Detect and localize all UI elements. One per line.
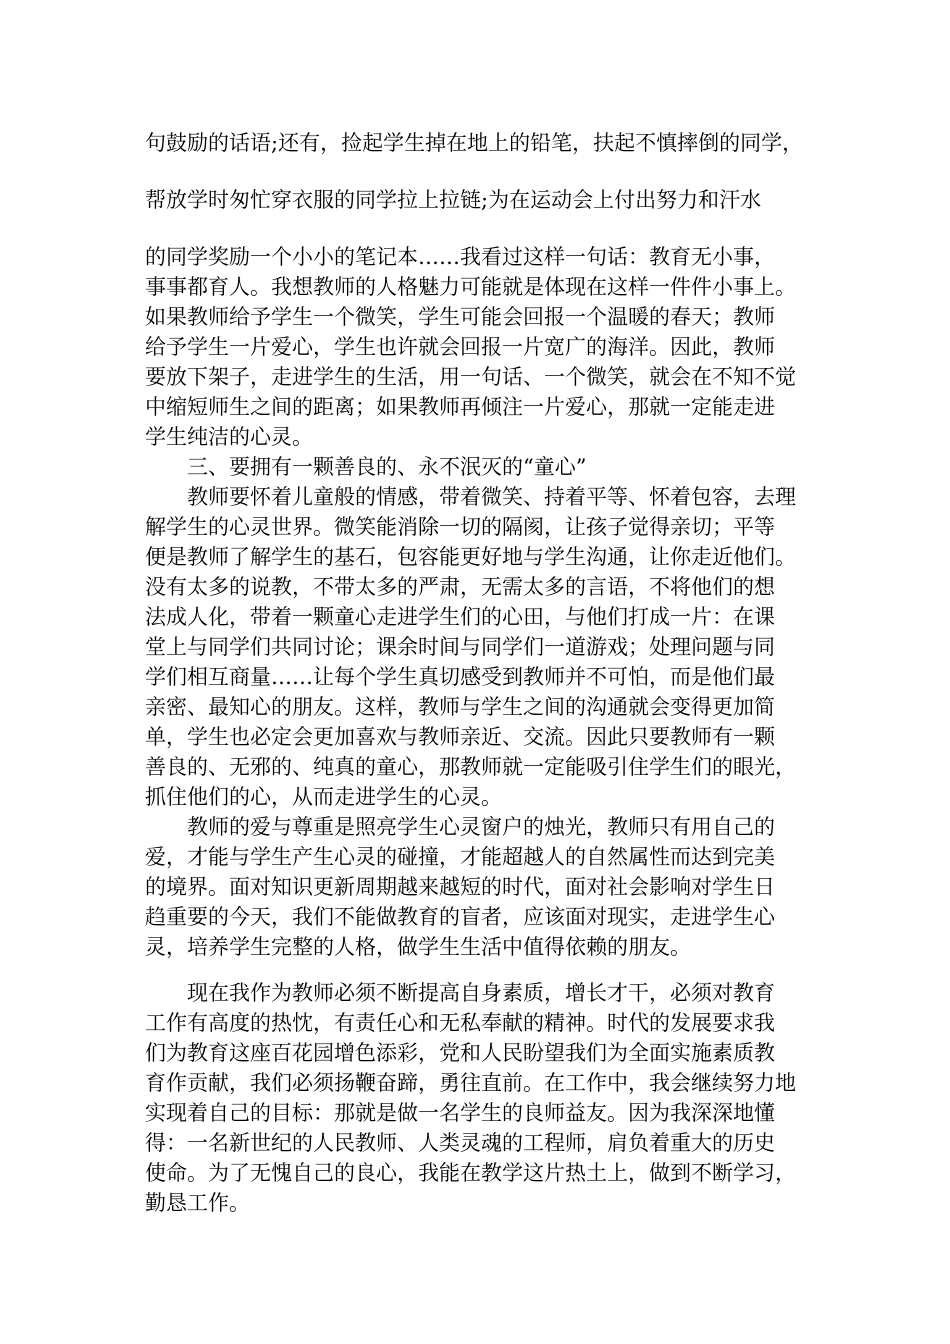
paragraph-line: 堂上与同学们共同讨论；课余时间与同学们一道游戏；处理问题与同 bbox=[145, 635, 775, 659]
paragraph-line: 的境界。面对知识更新周期越来越短的时代，面对社会影响对学生日 bbox=[145, 875, 775, 899]
paragraph-line: 便是教师了解学生的基石，包容能更好地与学生沟通，让你走近他们。 bbox=[145, 545, 796, 569]
paragraph-line: 教师的爱与尊重是照亮学生心灵窗户的烛光，教师只有用自己的 bbox=[187, 815, 775, 839]
paragraph-line: 工作有高度的热忱，有责任心和无私奉献的精神。时代的发展要求我 bbox=[145, 1011, 775, 1035]
paragraph-line: 法成人化，带着一颗童心走进学生们的心田，与他们打成一片：在课 bbox=[145, 605, 775, 629]
paragraph-line: 没有太多的说教，不带太多的严肃，无需太多的言语，不将他们的想 bbox=[145, 575, 775, 599]
paragraph-line: 单，学生也必定会更加喜欢与教师亲近、交流。因此只要教师有一颗 bbox=[145, 725, 775, 749]
paragraph-line: 抓住他们的心，从而走进学生的心灵。 bbox=[145, 785, 502, 809]
paragraph-line: 灵，培养学生完整的人格，做学生生活中值得依赖的朋友。 bbox=[145, 935, 691, 959]
paragraph-spacer bbox=[145, 962, 835, 978]
paragraph-line: 得：一名新世纪的人民教师、人类灵魂的工程师，肩负着重大的历史 bbox=[145, 1131, 775, 1155]
text-line: 帮放学时匆忙穿衣服的同学拉上拉链;为在运动会上付出努力和汗水 bbox=[145, 188, 762, 212]
text-line: 要放下架子，走进学生的生活，用一句话、一个微笑，就会在不知不觉 bbox=[145, 365, 796, 389]
paragraph-line: 解学生的心灵世界。微笑能消除一切的隔阂，让孩子觉得亲切；平等 bbox=[145, 515, 775, 539]
text-line: 给予学生一片爱心，学生也许就会回报一片宽广的海洋。因此，教师 bbox=[145, 335, 775, 359]
paragraph-line: 亲密、最知心的朋友。这样，教师与学生之间的沟通就会变得更加简 bbox=[145, 695, 775, 719]
text-line: 事事都育人。我想教师的人格魅力可能就是体现在这样一件件小事上。 bbox=[145, 275, 796, 299]
paragraph-line: 勤恳工作。 bbox=[145, 1191, 250, 1215]
section-heading: 三、要拥有一颗善良的、永不泯灭的“童心” bbox=[187, 455, 587, 479]
paragraph-line: 趋重要的今天，我们不能做教育的盲者，应该面对现实，走进学生心 bbox=[145, 905, 775, 929]
text-line: 中缩短师生之间的距离；如果教师再倾注一片爱心，那就一定能走进 bbox=[145, 395, 775, 419]
paragraph-line: 爱，才能与学生产生心灵的碰撞，才能超越人的自然属性而达到完美 bbox=[145, 845, 775, 869]
paragraph-line: 育作贡献，我们必须扬鞭奋蹄，勇往直前。在工作中，我会继续努力地 bbox=[145, 1071, 796, 1095]
paragraph-line: 们为教育这座百花园增色添彩，党和人民盼望我们为全面实施素质教 bbox=[145, 1041, 775, 1065]
document-page bbox=[145, 128, 835, 1218]
paragraph-line: 学们相互商量……让每个学生真切感受到教师并不可怕，而是他们最 bbox=[145, 665, 775, 689]
paragraph-line: 教师要怀着儿童般的情感，带着微笑、持着平等、怀着包容，去理 bbox=[187, 485, 796, 509]
paragraph-line: 实现着自己的目标：那就是做一名学生的良师益友。因为我深深地懂 bbox=[145, 1101, 775, 1125]
text-line: 的同学奖励一个小小的笔记本……我看过这样一句话：教育无小事， bbox=[145, 245, 775, 269]
text-line: 学生纯洁的心灵。 bbox=[145, 425, 313, 449]
paragraph-line: 使命。为了无愧自己的良心，我能在教学这片热土上，做到不断学习， bbox=[145, 1161, 796, 1185]
text-line: 如果教师给予学生一个微笑，学生可能会回报一个温暖的春天；教师 bbox=[145, 305, 775, 329]
paragraph-line: 现在我作为教师必须不断提高自身素质，增长才干，必须对教育 bbox=[187, 981, 775, 1005]
text-line: 句鼓励的话语;还有，捡起学生掉在地上的铅笔，扶起不慎摔倒的同学， bbox=[145, 131, 804, 155]
paragraph-line: 善良的、无邪的、纯真的童心，那教师就一定能吸引住学生们的眼光， bbox=[145, 755, 796, 779]
